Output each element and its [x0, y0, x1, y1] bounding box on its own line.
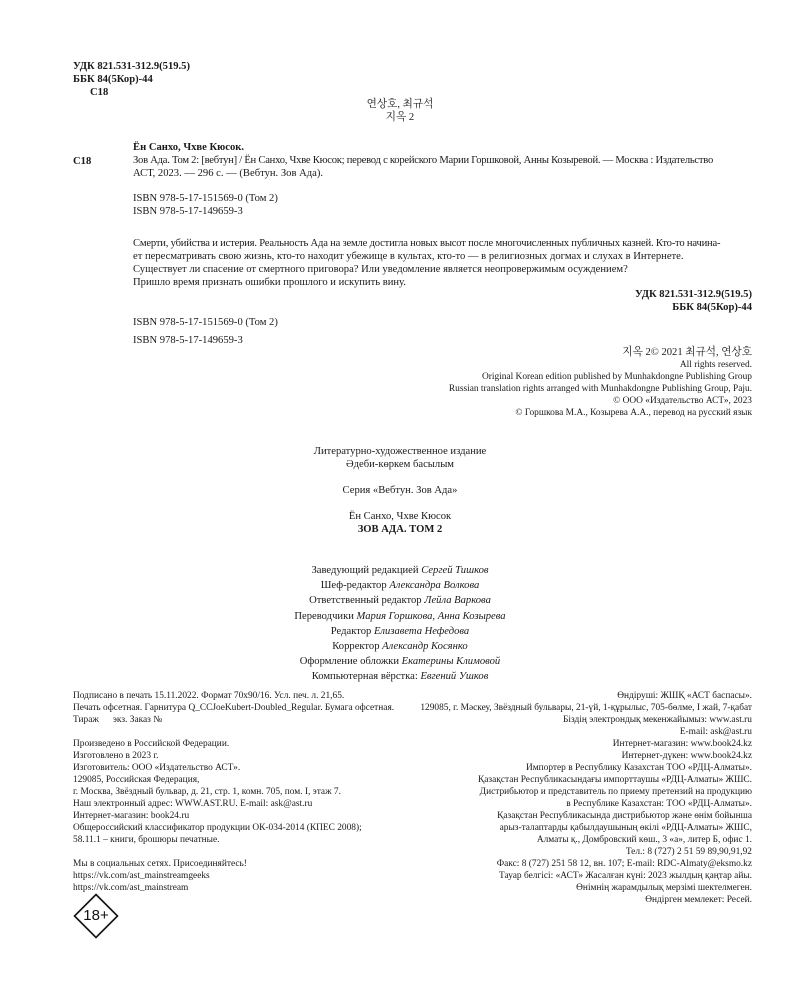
author-mark: С18	[90, 87, 109, 98]
imprint-line: Интернет-магазин: book24.ru	[73, 811, 190, 821]
credit-role: Оформление обложки	[299, 656, 399, 668]
copyright-block	[380, 346, 752, 419]
social-link[interactable]: https://vk.com/ast_mainstreamgeeks	[73, 871, 210, 881]
credit-role: Редактор	[330, 625, 372, 637]
credit-line	[200, 609, 600, 624]
credit-name: Сергей Тишков	[421, 565, 489, 576]
imprint-kz-line: Интернет-дүкен: www.book24.kz	[621, 751, 752, 761]
age-rating-text: 18+	[83, 907, 109, 924]
imprint-kz-line: Қазақстан Республикасындағы импорттаушы «РДЦ-Алматы» ЖШС.	[477, 775, 752, 785]
edition-type-kz: Әдеби-көркем басылым	[345, 459, 455, 470]
bib-isbn: ISBN 978-5-17-151569-0 (Том 2)	[133, 193, 278, 204]
imprint-kz-line: Алматы қ., Домбровский көш., 3 «а», литер Б, офис 1.	[536, 835, 752, 845]
credit-name: Екатерины Климовой	[401, 656, 501, 668]
edition-type-ru: Литературно-художественное издание	[313, 446, 487, 457]
imprint-kz-line: Дистрибьютор и представитель по приему претензий на продукцию	[479, 787, 752, 797]
bib-isbn: ISBN 978-5-17-149659-3	[133, 206, 243, 217]
annotation-line: Смерти, убийства и истерия. Реальность Ада на земле достигла новых высот после многочисленных публичных казней. Кто-то начина-	[133, 238, 721, 249]
credit-line	[200, 624, 600, 639]
credit-line	[200, 654, 600, 669]
imprint-kz-line: E-mail: ask@ast.ru	[679, 727, 752, 737]
imprint-line: Тираж экз. Заказ №	[73, 715, 163, 725]
copyright-korean: 지옥 2© 2021 최규석, 연상호	[622, 347, 752, 358]
imprint-kz-line: Факс: 8 (727) 251 58 12, вн. 107; E-mail: RDC-Almaty@eksmo.kz	[496, 859, 752, 869]
annotation	[133, 237, 773, 289]
credits	[200, 563, 600, 685]
bib-description-line: АСТ, 2023. — 296 с. — (Вебтун. Зов Ада).	[133, 168, 324, 179]
bbk-code: ББК 84(5Кор)-44	[73, 74, 153, 85]
imprint-kz-line: Қазақстан Республикасында дистрибьютор және өнім бойынша	[497, 811, 752, 821]
isbn-volume: ISBN 978-5-17-151569-0 (Том 2)	[133, 317, 278, 328]
imprint-line: Наш электронный адрес: WWW.AST.RU. E-mail: ask@ast.ru	[73, 799, 313, 809]
imprint-kz-line: Тел.: 8 (727) 2 51 59 89,90,91,92	[625, 847, 752, 857]
edition-block	[200, 445, 600, 536]
credit-name: Лейла Варкова	[424, 595, 491, 607]
imprint-kz-line: Интернет-магазин: www.book24.kz	[612, 739, 752, 749]
series-name: Серия «Вебтун. Зов Ада»	[342, 485, 458, 496]
imprint-line: 58.11.1 – книги, брошюры печатные.	[73, 835, 220, 845]
imprint-kz-line: Өндіруші: ЖШҚ «АСТ баспасы».	[617, 691, 752, 701]
copyright-line: © Горшкова М.А., Козырева А.А., перевод на русский язык	[515, 408, 752, 418]
bib-description-line: Зов Ада. Том 2: [вебтун] / Ён Санхо, Чхве Кюсок; перевод с корейского Марии Горшковой, Анны Козыревой. — Москва : Издательство	[133, 155, 713, 166]
imprint-line: Общероссийский классификатор продукции ОК-034-2014 (КПЕС 2008);	[73, 823, 362, 833]
imprint-kz-line: Импортер в Республику Казахстан ТОО «РДЦ-Алматы».	[525, 763, 752, 773]
imprint-kz-line: 129085, г. Мәскеу, Звёздный бульвары, 21-үй, 1-құрылыс, 705-бөлме, I жай, 7-қабат	[420, 703, 752, 713]
credit-line	[200, 593, 600, 608]
imprint-left	[73, 690, 423, 894]
udk-header	[73, 60, 190, 99]
edition-authors: Ён Санхо, Чхве Кюсок	[348, 511, 452, 522]
credit-line	[200, 669, 600, 684]
isbn-block	[133, 316, 278, 347]
imprint-line: Печать офсетная. Гарнитура Q_CCJoeKubert-Doubled_Regular. Бумага офсетная.	[73, 703, 395, 713]
copyright-line: All rights reserved.	[679, 360, 752, 370]
imprint-line: Изготовлено в 2023 г.	[73, 751, 159, 761]
imprint-kz-line: Тауар белгісі: «АСТ» Жасалған күні: 2023 жылдың қаңтар айы.	[499, 871, 752, 881]
bibliographic-description	[133, 141, 773, 218]
bib-authors-heading: Ён Санхо, Чхве Кюсок.	[133, 142, 245, 153]
credit-name: Александра Волкова	[389, 580, 480, 592]
age-rating-badge	[73, 893, 119, 939]
credit-role: Компьютерная вёрстка:	[311, 671, 418, 683]
udk-code: УДК 821.531-312.9(519.5)	[73, 61, 191, 72]
korean-title-block	[300, 98, 500, 124]
copyright-line: Original Korean edition published by Munhakdongne Publishing Group	[481, 372, 752, 382]
credit-name: Елизавета Нефедова	[373, 625, 470, 637]
credit-role: Шеф-редактор	[320, 580, 387, 592]
imprint-kz-line: Біздің электрондық мекенжайымыз: www.ast.ru	[563, 715, 752, 725]
annotation-codes	[450, 288, 752, 314]
imprint-line: Мы в социальных сетях. Присоединяйтесь!	[73, 859, 247, 869]
annotation-line: Пришло время признать ошибки прошлого и искупить вину.	[133, 277, 406, 288]
annotation-line: ет пересматривать свою жизнь, кто-то находит убежище в культах, кто-то — в религиозных догмах и слухах в Интернете.	[133, 251, 684, 262]
imprint-line: 129085, Российская Федерация,	[73, 775, 200, 785]
imprint-line: г. Москва, Звёздный бульвар, д. 21, стр. 1, комн. 705, пом. I, этаж 7.	[73, 787, 341, 797]
annotation-bbk: ББК 84(5Кор)-44	[672, 302, 752, 313]
copyright-line: © ООО «Издательство АСТ», 2023	[613, 396, 752, 406]
credit-line	[200, 639, 600, 654]
credit-name: Мария Горшкова, Анна Козырева	[356, 610, 506, 622]
imprint-right	[380, 690, 752, 906]
imprint-kz-line: Өндірген мемлекет: Ресей.	[645, 895, 752, 905]
credit-name: Александр Косянко	[382, 641, 468, 653]
imprint-line: Произведено в Российской Федерации.	[73, 739, 230, 749]
bib-mark: С18	[73, 156, 92, 167]
credit-role: Корректор	[332, 641, 380, 653]
copyright-line: Russian translation rights arranged with Munhakdongne Publishing Group, Paju.	[448, 384, 752, 394]
imprint-kz-line: в Республике Казахстан: ТОО «РДЦ-Алматы».	[566, 799, 752, 809]
social-link[interactable]: https://vk.com/ast_mainstream	[73, 883, 189, 893]
credit-line	[200, 563, 600, 578]
annotation-line: Существует ли спасение от смертного приговора? Или уведомление является неопровержимым осуждением?	[133, 264, 628, 275]
korean-authors: 연상호, 최규석	[366, 99, 434, 110]
korean-title: 지옥 2	[385, 112, 415, 123]
credit-role: Ответственный редактор	[309, 595, 422, 607]
imprint-kz-line: Өнімнің жарамдылық мерзімі шектелмеген.	[576, 883, 752, 893]
imprint-line: Подписано в печать 15.11.2022. Формат 70х90/16. Усл. печ. л. 21,65.	[73, 691, 345, 701]
isbn-series: ISBN 978-5-17-149659-3	[133, 335, 243, 346]
annotation-udk: УДК 821.531-312.9(519.5)	[634, 289, 752, 300]
imprint-kz-line: арыз-талаптарды қабылдаушының өкілі «РДЦ-Алматы» ЖШС,	[499, 823, 752, 833]
credit-line	[200, 578, 600, 593]
credit-role: Заведующий редакцией	[311, 565, 419, 576]
credit-name: Евгений Ушков	[420, 671, 489, 683]
edition-title: ЗОВ АДА. ТОМ 2	[357, 524, 443, 535]
imprint-line: Изготовитель: ООО «Издательство АСТ».	[73, 763, 241, 773]
credit-role: Переводчики	[294, 610, 354, 622]
